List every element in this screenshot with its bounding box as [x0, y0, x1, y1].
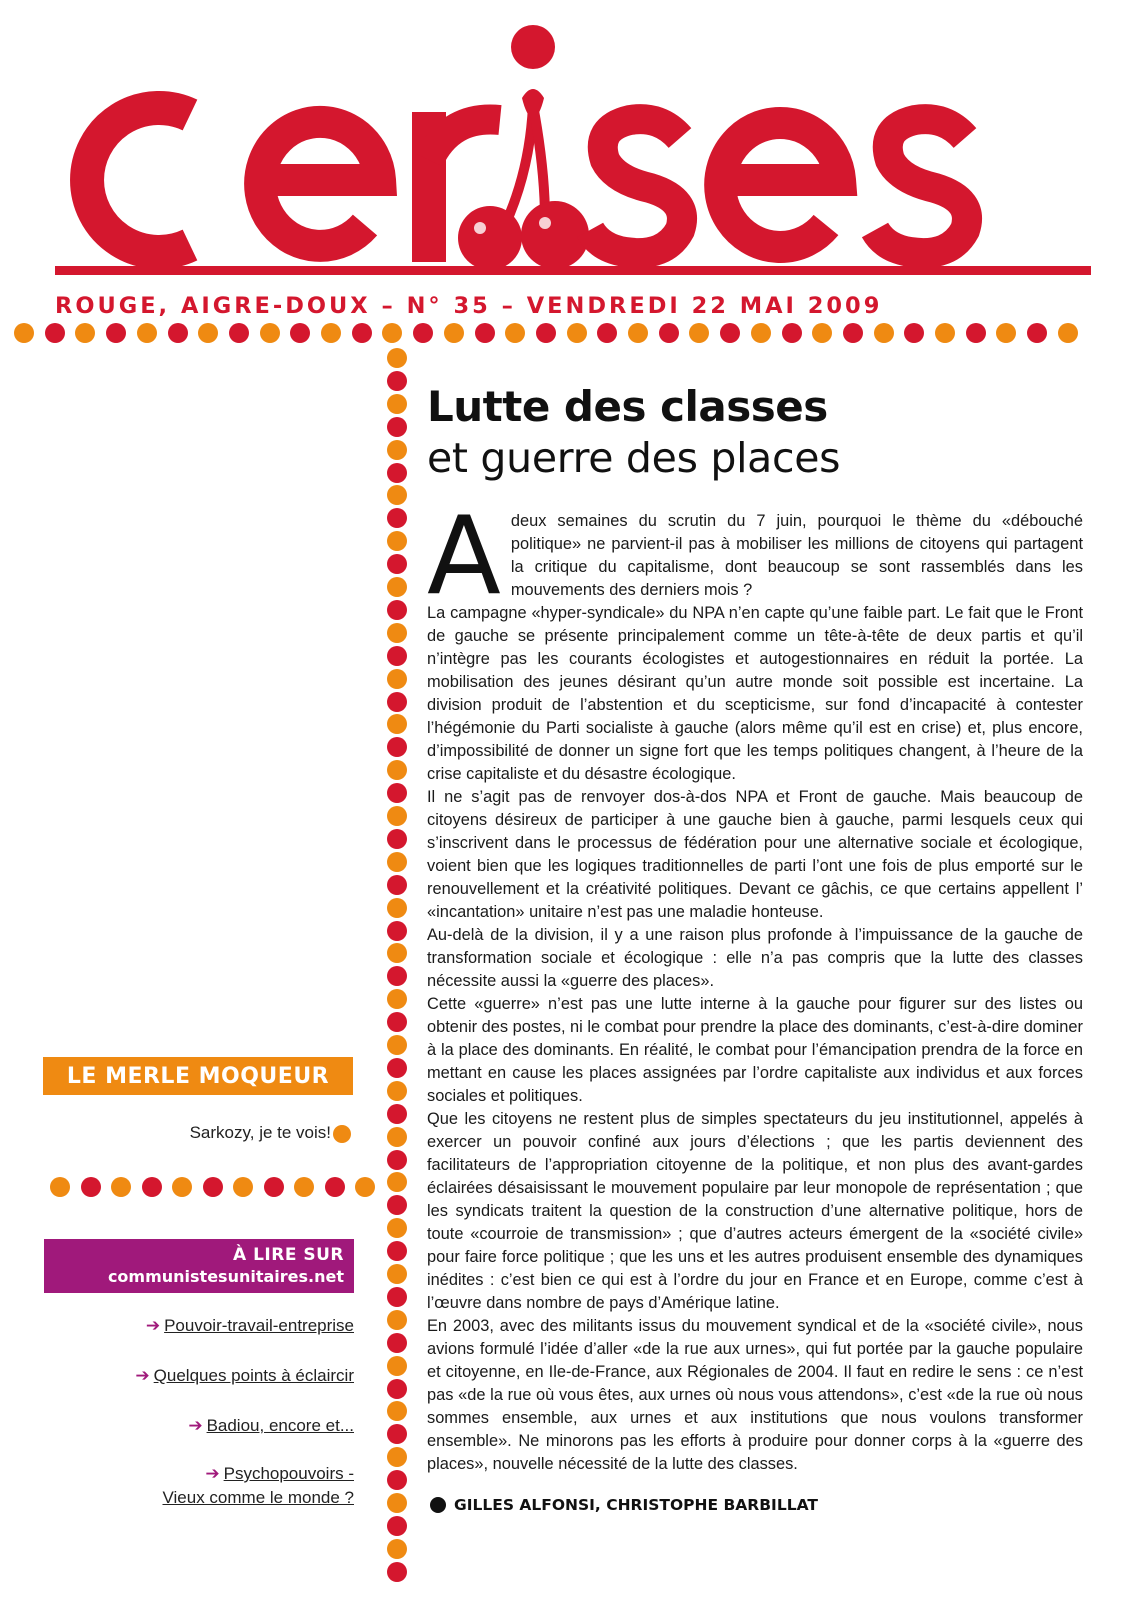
- decorative-dot: [387, 1058, 407, 1078]
- merle-moqueur-heading: LE MERLE MOQUEUR: [43, 1057, 353, 1095]
- bullet-dot-icon: [333, 1125, 351, 1143]
- decorative-dot: [387, 760, 407, 780]
- decorative-dot: [387, 1516, 407, 1536]
- decorative-dot: [904, 323, 924, 343]
- decorative-dot: [387, 1104, 407, 1124]
- decorative-dot: [264, 1177, 284, 1197]
- decorative-dot: [628, 323, 648, 343]
- decorative-dot: [387, 714, 407, 734]
- decorative-dot: [387, 1035, 407, 1055]
- decorative-dot: [260, 323, 280, 343]
- decorative-dot: [387, 394, 407, 414]
- article-subhead: et guerre des places: [427, 434, 841, 482]
- decorative-dot: [387, 646, 407, 666]
- arrow-right-icon: ➔: [145, 1316, 161, 1335]
- cherry-right: [521, 201, 589, 269]
- cherry-leaf: [522, 89, 544, 120]
- decorative-dot: [387, 623, 407, 643]
- arrow-right-icon: ➔: [205, 1464, 220, 1483]
- decorative-dot: [387, 1562, 407, 1582]
- logo-letter-s-1: [590, 119, 682, 253]
- decorative-dot: [659, 323, 679, 343]
- link-badiou[interactable]: ➔ Badiou, encore et...: [188, 1416, 354, 1435]
- decorative-dot: [387, 1241, 407, 1261]
- cerises-logo: [40, 20, 1100, 280]
- decorative-dot: [387, 1379, 407, 1399]
- decorative-dot: [137, 323, 157, 343]
- decorative-dot: [567, 323, 587, 343]
- decorative-dot: [387, 829, 407, 849]
- decorative-dot: [387, 806, 407, 826]
- decorative-dot: [413, 323, 433, 343]
- decorative-dot: [1058, 323, 1078, 343]
- decorative-dot: [387, 1539, 407, 1559]
- decorative-dot: [387, 1287, 407, 1307]
- decorative-dot: [505, 323, 525, 343]
- arrow-right-icon: ➔: [135, 1366, 150, 1385]
- article-byline: GILLES ALFONSI, CHRISTOPHE BARBILLAT: [430, 1496, 818, 1514]
- decorative-dot: [111, 1177, 131, 1197]
- decorative-dot: [387, 1424, 407, 1444]
- decorative-dot: [387, 852, 407, 872]
- decorative-dot: [387, 692, 407, 712]
- decorative-dot: [325, 1177, 345, 1197]
- article-paragraph-6: Que les citoyens ne restent plus de simples spectateurs du jeu institutionnel, appelés à exercer un pouvoir confiné aux jours d’élections ; que les partis deviennent des facilitateurs de l’appropriation citoyenne de la politique, et non plus des avant-gardes éclairées désaisissant le mouvement populaire par leur monopole de représentation ; que les syndicats traitent la question de la construction d’une alternative politique, hors de toute «courroie de transmission» ; que d’autres acteurs émergent de la «société civile» pour faire force politique ; que les uns et les autres produisent ensemble des dynamiques inédites : c’est bien ce qui est à l’ordre du jour en France et en Europe, comme c’est à l’œuvre dans nombre de pays d’Amérique latine.: [427, 1110, 1083, 1312]
- decorative-dot: [387, 531, 407, 551]
- decorative-dot: [233, 1177, 253, 1197]
- logo-letter-c: [87, 108, 190, 252]
- issue-tagline: ROUGE, AIGRE-DOUX – N° 35 – VENDREDI 22 MAI 2009: [55, 293, 883, 319]
- decorative-dot: [387, 737, 407, 757]
- decorative-dot: [142, 1177, 162, 1197]
- decorative-dot: [387, 1195, 407, 1215]
- decorative-dot: [689, 323, 709, 343]
- cherry-dot: [511, 25, 555, 69]
- article-paragraph-7: En 2003, avec des militants issus du mouvement syndical et de la «société civile», nous avions formulé l’idée d’aller «de la rue aux urnes», qui fut portée par la gauche populaire et citoyenne, en Ile-de-France, aux Régionales de 2004. Il faut en redire le sens : ce n’est pas «de la rue où vous êtes, aux urnes où nous vous attendons», c’est «de la rue où nous sommes ensemble, aux urnes et aux institutions que nous voulons transformer ensemble». Ne minorons pas les efforts à produire pour donner corps à la «guerre des places», nouvelle nécessité de la lutte des classes.: [427, 1317, 1083, 1473]
- decorative-dot: [198, 323, 218, 343]
- decorative-dot: [782, 323, 802, 343]
- decorative-dot: [387, 1356, 407, 1376]
- decorative-dot: [81, 1177, 101, 1197]
- masthead-logo: [40, 20, 1100, 280]
- decorative-dot: [387, 348, 407, 368]
- logo-letter-s-2: [875, 119, 967, 253]
- decorative-dot: [751, 323, 771, 343]
- decorative-dot: [352, 323, 372, 343]
- decorative-dot: [387, 1127, 407, 1147]
- merle-moqueur-text: Sarkozy, je te vois!: [189, 1123, 331, 1142]
- decorative-dot: [172, 1177, 192, 1197]
- decorative-dot: [387, 1333, 407, 1353]
- link-quelques-points[interactable]: ➔ Quelques points à éclaircir: [135, 1366, 354, 1385]
- bullet-icon: [430, 1497, 446, 1513]
- decorative-dot: [387, 1264, 407, 1284]
- decorative-dot: [387, 485, 407, 505]
- decorative-dot: [387, 600, 407, 620]
- decorative-dot: [843, 323, 863, 343]
- decorative-dot: [387, 1493, 407, 1513]
- masthead-rule: [55, 266, 1091, 275]
- decorative-dot: [387, 875, 407, 895]
- link-pouvoir-travail[interactable]: ➔ Pouvoir-travail-entreprise: [145, 1316, 354, 1335]
- link-psychopouvoirs-line2[interactable]: Vieux comme le monde ?: [162, 1488, 354, 1507]
- decorative-dot: [720, 323, 740, 343]
- decorative-dot: [387, 417, 407, 437]
- decorative-dot: [387, 1310, 407, 1330]
- decorative-dot: [597, 323, 617, 343]
- article-paragraph-4: Au-delà de la division, il y a une raison plus profonde à l’impuissance de la gauche de transformation sociale et écologique : elle n’a pas compris que la lutte des classes nécessite aussi la «guerre des places».: [427, 926, 1083, 990]
- decorative-dot: [387, 1081, 407, 1101]
- dropcap: A: [427, 494, 501, 619]
- decorative-dot: [387, 577, 407, 597]
- logo-letter-e-2: [720, 123, 840, 247]
- decorative-dot: [966, 323, 986, 343]
- decorative-dot: [387, 966, 407, 986]
- decorative-dot: [290, 323, 310, 343]
- a-lire-sur-box: [44, 1239, 354, 1293]
- decorative-dot: [387, 783, 407, 803]
- cherry-left: [458, 206, 522, 270]
- article-paragraph-1: Adeux semaines du scrutin du 7 juin, pourquoi le thème du «débouché politique» ne parvient-il pas à mobiliser les millions de citoyens qui partagent la critique du capitalisme, dont beaucoup se sont rassemblés dans les mouvements des derniers mois ?: [427, 494, 1083, 619]
- decorative-dot: [475, 323, 495, 343]
- decorative-dot: [50, 1177, 70, 1197]
- decorative-dot: [387, 898, 407, 918]
- decorative-dot: [444, 323, 464, 343]
- decorative-dot: [387, 1401, 407, 1421]
- decorative-dot: [387, 1447, 407, 1467]
- cherry-stem-left: [505, 105, 533, 225]
- decorative-dot: [812, 323, 832, 343]
- decorative-dot: [14, 323, 34, 343]
- decorative-dot: [387, 463, 407, 483]
- decorative-dot: [387, 1470, 407, 1490]
- article-headline: Lutte des classes: [427, 382, 828, 431]
- decorative-dot: [106, 323, 126, 343]
- decorative-dot: [536, 323, 556, 343]
- decorative-dot: [387, 669, 407, 689]
- decorative-dot: [1027, 323, 1047, 343]
- website-name: communistesunitaires.net: [107, 1267, 344, 1286]
- decorative-dot: [874, 323, 894, 343]
- decorative-dot: [387, 1150, 407, 1170]
- decorative-dot: [387, 943, 407, 963]
- article-paragraph-5: Cette «guerre» n’est pas une lutte interne à la gauche pour figurer sur des listes ou obtenir des postes, ni le combat pour prendre la place des dominants, c’est-à-dire dominer à la place des dominants. En réalité, le combat pour l’émancipation prendra de la force en mettant en cause les places assignées par l’ordre capitaliste aux individus et aux forces sociales et politiques.: [427, 995, 1083, 1105]
- decorative-dot: [935, 323, 955, 343]
- decorative-dot: [45, 323, 65, 343]
- decorative-dot: [387, 554, 407, 574]
- article-paragraph-2: La campagne «hyper-syndicale» du NPA n’en capte qu’une faible part. Le fait que le Front de gauche se présente principalement comme un tête-à-tête de deux partis et qu’il n’intègre pas les courants écologistes et autogestionnaires en réduit la portée. La mobilisation des jeunes désirant qu’un autre monde soit possible est incertaine. La division produit de l’abstention et du scepticisme, sur fond d’incapacité à contester l’hégémonie du Parti socialiste à gauche (alors même qu’il est en crise) et, plus encore, d’impossibilité de donner un signe fort que les temps politiques changent, à l’heure de la crise capitaliste et du désastre écologique.: [427, 604, 1083, 783]
- decorative-dot: [387, 1012, 407, 1032]
- decorative-dot: [168, 323, 188, 343]
- decorative-dot: [229, 323, 249, 343]
- decorative-dot: [294, 1177, 314, 1197]
- logo-letter-r-arc: [429, 120, 500, 161]
- article-paragraph-3: Il ne s’agit pas de renvoyer dos-à-dos NPA et Front de gauche. Mais beaucoup de citoyens désireux de participer à une gauche bien à gauche, parmi lesquels ceux qui s’inscrivent dans le processus de fédération pour une alternative sociale et écologique, voient bien que les logiques traditionnelles de parti l’ont une fois de plus emporté sur le renouvellement et la créativité politiques. Devant ce gâchis, ce que certains appellent l’ «incantation» unitaire n’est pas une maladie honteuse.: [427, 788, 1083, 921]
- decorative-dot: [387, 1218, 407, 1238]
- decorative-dot: [387, 989, 407, 1009]
- arrow-right-icon: ➔: [188, 1416, 203, 1435]
- decorative-dot: [387, 508, 407, 528]
- link-psychopouvoirs[interactable]: ➔ Psychopouvoirs -: [205, 1464, 354, 1483]
- decorative-dot: [355, 1177, 375, 1197]
- decorative-dot: [75, 323, 95, 343]
- decorative-dot: [387, 921, 407, 941]
- article-body: [427, 494, 1083, 1476]
- decorative-dot: [382, 323, 402, 343]
- a-lire-heading: À LIRE SUR: [233, 1245, 344, 1265]
- decorative-dot: [321, 323, 341, 343]
- decorative-dot: [996, 323, 1016, 343]
- decorative-dot: [387, 1172, 407, 1192]
- decorative-dot: [203, 1177, 223, 1197]
- cherry-stem-right: [533, 105, 545, 220]
- logo-letter-e: [258, 122, 380, 246]
- decorative-dot: [387, 440, 407, 460]
- decorative-dot: [387, 371, 407, 391]
